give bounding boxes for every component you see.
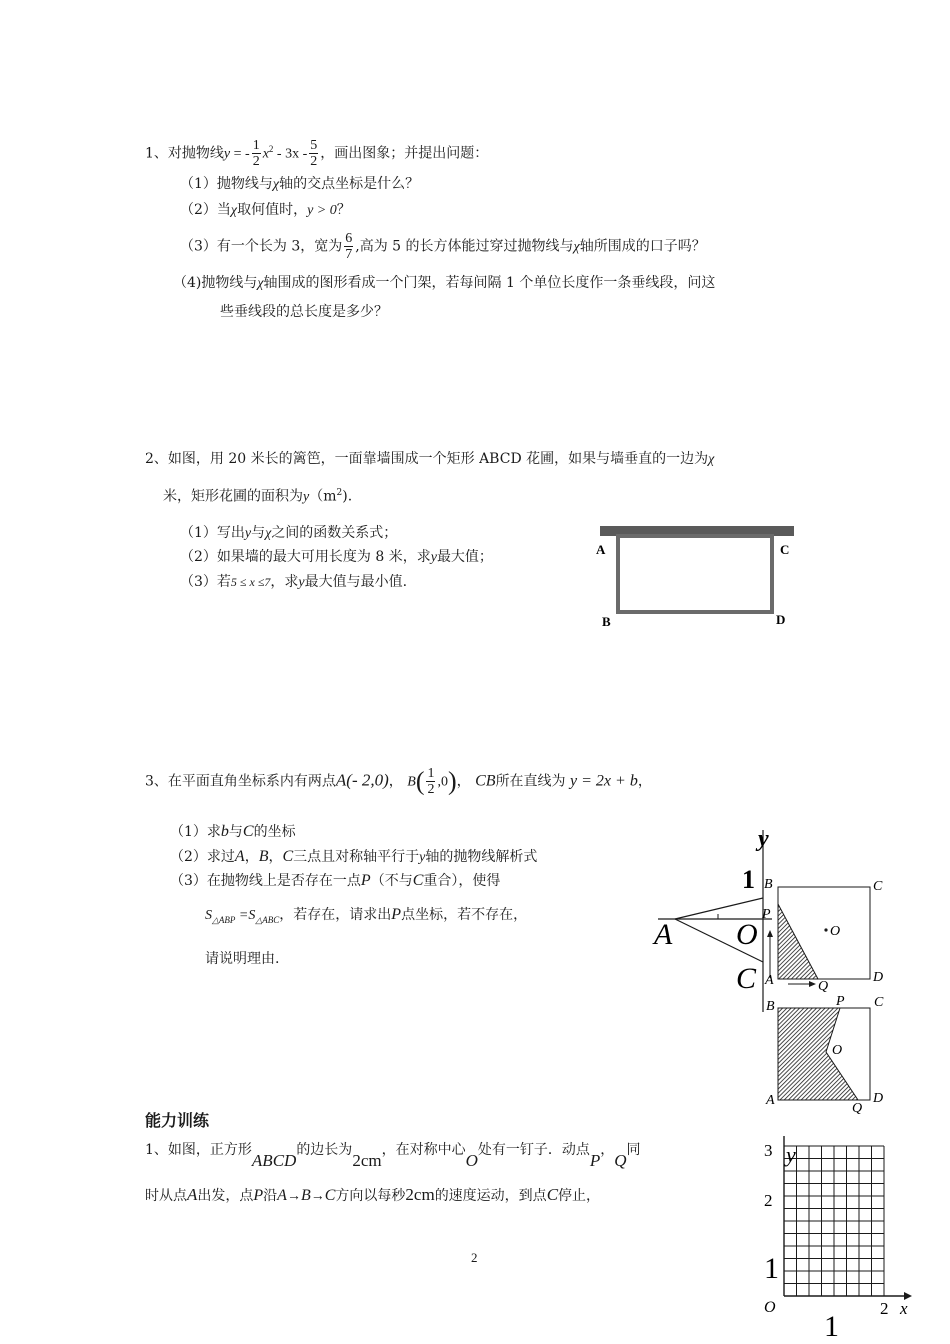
q1-frac2: $\frac{5}{2}$ bbox=[310, 138, 318, 169]
label-d: D bbox=[873, 970, 884, 985]
label-p: P bbox=[836, 994, 845, 1009]
q1-frac1: $\frac{1}{2}$ bbox=[252, 138, 260, 169]
garden-rect bbox=[618, 536, 772, 612]
label-c: C bbox=[874, 995, 884, 1010]
q1-tail: ，画出图象；并提出问题： bbox=[320, 145, 489, 162]
q1-eq-eq: = - bbox=[230, 146, 250, 162]
training-line-2: 时从点A出发，点P沿A→B→C方向以每秒2cm的速度运动，到点C停止， bbox=[145, 1185, 601, 1204]
label-1: 1 bbox=[764, 1252, 779, 1285]
grid-figure bbox=[760, 1126, 920, 1342]
grid-lines bbox=[784, 1146, 884, 1296]
page-number: 2 bbox=[471, 1250, 478, 1265]
label-y: y bbox=[758, 826, 769, 852]
label-q: Q bbox=[818, 979, 829, 994]
label-x2: 2 bbox=[880, 1299, 889, 1318]
label-p: P bbox=[762, 907, 771, 922]
label-d: D bbox=[776, 612, 786, 627]
q1-item-2: （2）当χ取何值时，y > 0？ bbox=[180, 202, 351, 218]
arrow-right-head bbox=[809, 981, 816, 987]
square-figure-2 bbox=[760, 992, 892, 1116]
label-a: A bbox=[654, 918, 673, 951]
q1-item-4-cont: 些垂线段的总长度是多少？ bbox=[220, 304, 388, 320]
label-o: O bbox=[830, 924, 841, 939]
center-dot bbox=[824, 928, 827, 931]
label-c: C bbox=[736, 962, 757, 995]
training-line-1: 1、如图，正方形ABCD的边长为2cm，在对称中心O处有一钉子．动点P，Q同 bbox=[145, 1142, 641, 1170]
label-a: A bbox=[765, 973, 774, 988]
q3-axes-figure bbox=[650, 822, 774, 1014]
q2-item-2: （2）如果墙的最大可用长度为 8 米，求y最大值； bbox=[180, 549, 493, 565]
training-heading: 能力训练 bbox=[145, 1111, 210, 1130]
label-c: C bbox=[780, 542, 790, 557]
shaded-region-2 bbox=[778, 1008, 858, 1100]
q1-item-1: （1）抛物线与χ轴的交点坐标是什么？ bbox=[180, 176, 420, 192]
q1-eq-y: y bbox=[223, 146, 231, 162]
q3-item-3: （3）在抛物线上是否存在一点P（不与C重合），使得 bbox=[170, 872, 501, 889]
label-d: D bbox=[873, 1091, 884, 1106]
q2-item-3: （3）若5 ≤ x ≤7，求y最大值与最小值. bbox=[180, 574, 408, 590]
q3-line: 3、在平面直角坐标系内有两点A(- 2,0)， B( $\frac{1}{2}$ ,0)， CB所在直线为 y = 2x + b， bbox=[145, 766, 652, 797]
q1-frac3: $\frac{6}{7}$ bbox=[345, 231, 353, 262]
q2-garden-figure bbox=[592, 522, 800, 628]
label-c: C bbox=[873, 879, 883, 894]
q1-line: 1、对抛物线y = - $\frac{1}{2}$ $x^2 - 3x$ - $\frac{5}{2}$ ，画出图象；并提出问题： bbox=[145, 138, 489, 169]
label-b: B bbox=[602, 614, 611, 628]
arrow-up-head bbox=[767, 930, 773, 937]
q2-line-1: 2、如图，用 20 米长的篱笆，一面靠墙围成一个矩形 ABCD 花圃，如果与墙垂直的一边为χ bbox=[145, 451, 715, 467]
shaded-region-1 bbox=[778, 904, 818, 979]
q1-item-3: （3）有一个长为 3，宽为 $\frac{6}{7}$ ,高为 5 的长方体能过穿过抛物线与χ轴所围成的口子吗？ bbox=[180, 231, 706, 262]
label-x: x bbox=[900, 1299, 908, 1318]
label-a: A bbox=[596, 542, 606, 557]
q1-eq-mid: - 3x - bbox=[273, 146, 308, 162]
label-b: B bbox=[764, 877, 773, 892]
q2-item-1: （1）写出y与χ之间的函数关系式； bbox=[180, 525, 398, 541]
label-one: 1 bbox=[742, 865, 755, 894]
square-figure-1 bbox=[760, 874, 892, 994]
label-3: 3 bbox=[764, 1141, 773, 1160]
label-b: B bbox=[766, 999, 775, 1014]
segment-a-upper bbox=[675, 898, 763, 919]
q2-line-2: 米，矩形花圃的面积为$y(m^2)$. bbox=[163, 488, 353, 505]
q3-s-equation: $S_{\triangle ABP} =S_{\triangle ABC}$，若存在，请求出P点坐标，若不存在， bbox=[205, 906, 528, 925]
label-o: O bbox=[832, 1043, 843, 1058]
label-y: y bbox=[786, 1142, 796, 1167]
q3-last-line: 请说明理由. bbox=[205, 951, 280, 967]
q1-item-4: （4)抛物线与χ轴围成的图形看成一个门架，若每间隔 1 个单位长度作一条垂线段，问这 bbox=[173, 275, 716, 291]
label-x1: 1 bbox=[824, 1310, 839, 1342]
label-a: A bbox=[766, 1093, 775, 1108]
label-o: O bbox=[736, 918, 758, 951]
label-2: 2 bbox=[764, 1191, 773, 1210]
label-o: O bbox=[764, 1299, 776, 1316]
q1-lead: 1、对抛物线 bbox=[145, 145, 224, 162]
q1-eq-x: x bbox=[262, 146, 269, 162]
q3-item-1: （1）求b与C的坐标 bbox=[170, 823, 296, 840]
q3-item-2: （2）求过A，B，C三点且对称轴平行于y轴的抛物线解析式 bbox=[170, 848, 538, 865]
label-q: Q bbox=[852, 1101, 863, 1116]
